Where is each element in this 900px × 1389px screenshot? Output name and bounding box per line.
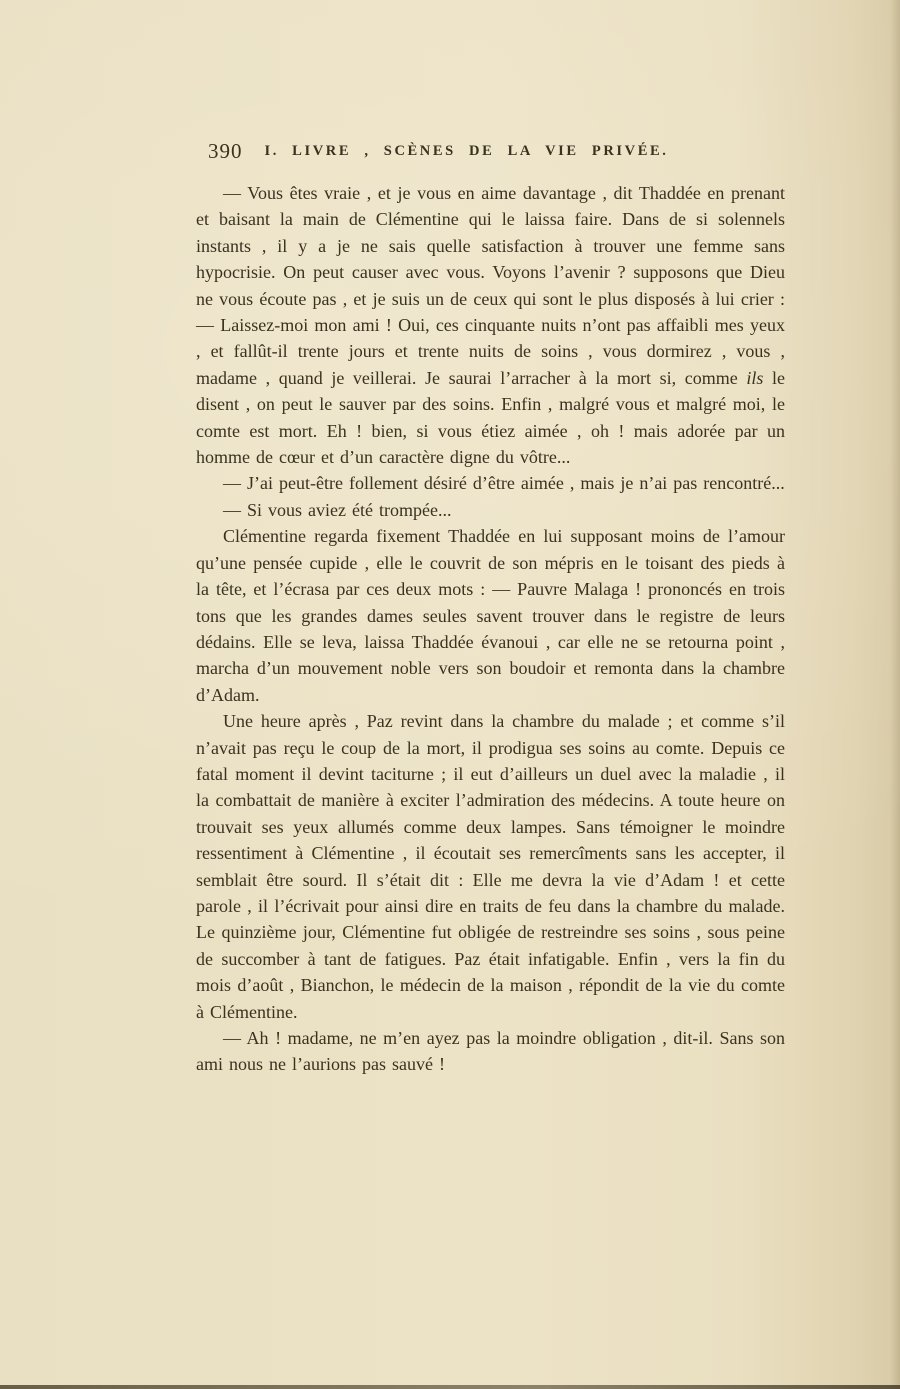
paragraph <box>196 1025 785 1078</box>
body-text <box>196 180 785 1078</box>
paragraph <box>196 180 785 470</box>
paragraph-text: — Ah ! madame, ne m’en ayez pas la moindre obligation , dit-il. Sans son ami nous ne l’aurions pas sauvé ! <box>196 1028 785 1075</box>
paragraph-text: le disent , on peut le sauver par des soins. Enfin , malgré vous et malgré moi, le comte est mort. Eh ! bien, si vous étiez aimée , oh ! mais adorée par un homme de cœur et d’un caractère digne du vôtre... <box>196 367 785 468</box>
paragraph-text: — J’ai peut-être follement désiré d’être aimée , mais je n’ai pas rencontré... <box>223 473 785 494</box>
paragraph-text: Clémentine regarda fixement Thaddée en lui supposant moins de l’amour qu’une pensée cupide , elle le couvrit de son mépris en le toisant des pieds à la tête, et l’écrasa par ces deux mots : — Pauvre Malaga ! prononcés en trois tons que les grandes dames seules savent trouver dans le registre de leurs dédains. Elle se leva, laissa Thaddée évanoui , car elle ne se retourna point , marcha d’un mouvement noble vers son boudoir et remonta dans la chambre d’Adam. <box>196 526 785 705</box>
page-edge-shading <box>890 0 900 1389</box>
paragraph <box>196 497 785 523</box>
running-header: I. LIVRE , SCÈNES DE LA VIE PRIVÉE. <box>264 143 669 159</box>
italic-word: ils <box>746 367 764 388</box>
paragraph <box>196 470 785 496</box>
page-bottom-edge <box>0 1385 900 1389</box>
paragraph <box>196 523 785 708</box>
paragraph-text: Une heure après , Paz revint dans la chambre du malade ; et comme s’il n’avait pas reçu le coup de la mort, il prodigua ses soins au comte. Depuis ce fatal moment il devint taciturne ; il eut d’ailleurs un duel avec la maladie , il la combattait de manière à exciter l’admiration des médecins. A toute heure on trouvait ses yeux allumés comme deux lampes. Sans témoigner le moindre ressentiment à Clémentine , il écoutait ses remercîments sans les accepter, il semblait être sourd. Il s’était dit : Elle me devra la vie d’Adam ! et cette parole , il l’écrivait pour ainsi dire en traits de feu dans la chambre du malade. Le quinzième jour, Clémentine fut obligée de restreindre ses soins , sous peine de succomber à tant de fatigues. Paz était infatigable. Enfin , vers la fin du mois d’août , Bianchon, le médecin de la maison , répondit de la vie du comte à Clémentine. <box>196 711 785 1022</box>
page-number: 390 <box>208 139 243 163</box>
page-header <box>196 139 785 169</box>
paragraph-text: — Si vous aviez été trompée... <box>223 499 452 520</box>
paragraph <box>196 708 785 1025</box>
paragraph-text: — Vous êtes vraie , et je vous en aime davantage , dit Thaddée en prenant et baisant la main de Clémentine qui le laissa faire. Dans de si solennels instants , il y a je ne sais quelle satisfaction à trouver une femme sans hypocrisie. On peut causer avec vous. Voyons l’avenir ? supposons que Dieu ne vous écoute pas , et je suis un de ceux qui sont le plus disposés à lui crier : — Laissez-moi mon ami ! Oui, ces cinquante nuits n’ont pas affaibli mes yeux , et fallût-il trente jours et trente nuits de soins , vous dormirez , vous , madame , quand je veillerai. Je saurai l’arracher à la mort si, comme <box>196 183 785 388</box>
